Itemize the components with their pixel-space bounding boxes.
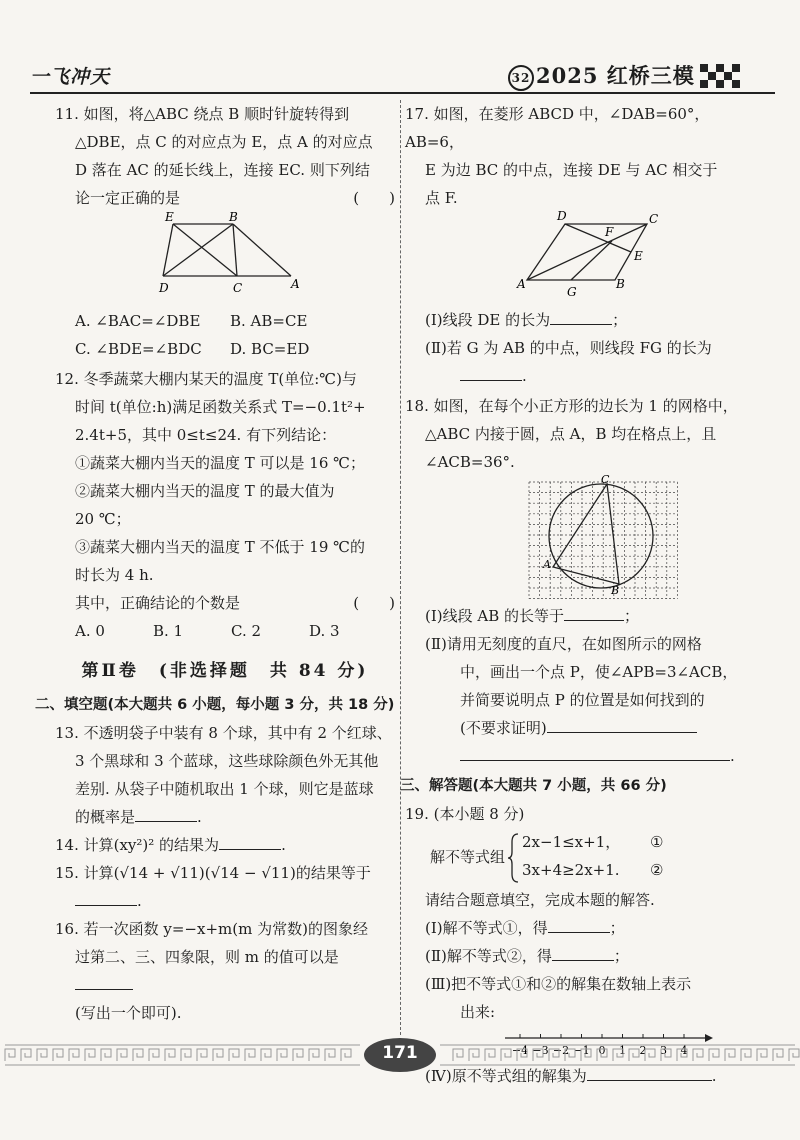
answer-blank[interactable]	[460, 362, 522, 381]
q15-line: .	[55, 887, 395, 915]
q18-sub2-line: 中，画出一个点 P，使∠APB=3∠ACB，	[460, 663, 738, 681]
q17-line: 17. 如图，在菱形 ABCD 中，∠DAB=60°，AB=6，	[405, 105, 710, 151]
q12-line: 2.4t+5，其中 0≤t≤24. 有下列结论：	[75, 426, 337, 444]
q17-line: E 为边 BC 的中点，连接 DE 与 AC 相交于	[425, 161, 718, 179]
question-16	[55, 915, 395, 1027]
inequality-2: 3x+4≥2x+1.	[522, 861, 620, 879]
label-E: E	[165, 210, 174, 224]
q12-line: 12. 冬季蔬菜大棚内某天的温度 T(单位:℃)与	[55, 370, 357, 388]
page-number: 171	[382, 1043, 418, 1063]
q17-sub2: (Ⅱ)若 G 为 AB 的中点，则线段 FG 的长为	[425, 339, 712, 357]
q19-sub2-text: (Ⅱ)解不等式②，得	[425, 947, 552, 965]
q12-line: 时间 t(单位:h)满足函数关系式 T=−0.1t²+	[75, 398, 366, 416]
q13-line: 13. 不透明袋子中装有 8 个球，其中有 2 个红球、	[55, 724, 392, 742]
q12-question	[55, 589, 395, 617]
inequality-system	[405, 828, 765, 886]
option-c[interactable]: C. ∠BDE=∠BDC	[75, 340, 202, 358]
q18-sub2-line: (Ⅱ)请用无刻度的直尺，在如图所示的网格	[425, 635, 702, 653]
series-logo-text: 一飞冲天	[30, 66, 111, 88]
q17-sub1-text: (Ⅰ)线段 DE 的长为	[425, 311, 551, 329]
label-D: D	[159, 281, 169, 295]
answer-section-heading: 三、解答题(本大题共 7 小题，共 66 分)	[400, 778, 667, 794]
left-column	[35, 100, 395, 1027]
label-A: A	[543, 558, 551, 571]
q12-item: 时长为 4 h.	[75, 566, 154, 584]
question-15	[55, 859, 395, 915]
q14-text: 14. 计算(xy²)² 的结果为	[55, 836, 220, 854]
q18-grid-figure	[405, 473, 765, 598]
q11-figure	[55, 210, 395, 301]
axis-tick-label: −1	[573, 1044, 590, 1057]
axis-tick-label: 2	[639, 1044, 647, 1057]
q18-line: 18. 如图，在每个小正方形的边长为 1 的网格中，	[405, 397, 738, 415]
column-divider	[400, 100, 401, 1035]
q13-line: 3 个黑球和 3 个蓝球，这些球除颜色外无其他	[75, 752, 379, 770]
q11-line-text: 论一定正确的是	[75, 189, 181, 207]
answer-blank[interactable]	[219, 831, 281, 850]
q18-sub2-text: (不要求证明)	[460, 719, 547, 737]
axis-tick-label: 3	[660, 1044, 667, 1057]
volume-badge: 32	[508, 65, 534, 91]
q19-sub3-line: 出来:	[460, 1003, 496, 1021]
label-B: B	[616, 277, 625, 291]
q13-line: 的概率是 .	[55, 803, 395, 831]
axis-tick-label: −3	[532, 1044, 549, 1057]
q19-sub2: (Ⅱ)解不等式②，得 ；	[405, 942, 765, 970]
label-C: C	[233, 281, 243, 295]
inequality-1: 2x−1≤x+1，	[522, 833, 621, 851]
q18-sub2-line: 并简要说明点 P 的位置是如何找到的	[460, 691, 705, 709]
q12-item: ②蔬菜大棚内当天的温度 T 的最大值为	[75, 482, 335, 500]
label-G: G	[567, 285, 577, 299]
option-b[interactable]: B. 1	[153, 622, 184, 640]
axis-tick-label: −2	[552, 1044, 570, 1057]
answer-blank[interactable]	[564, 602, 624, 621]
label-E: E	[634, 249, 643, 263]
exam-title-text: 2025 红桥三模	[536, 63, 695, 88]
label-C: C	[649, 212, 659, 226]
inequality-2-mark: ②	[650, 861, 664, 879]
q11-line: D 落在 AC 的延长线上，连接 EC. 则下列结	[75, 161, 370, 179]
answer-blank[interactable]	[547, 714, 697, 733]
answer-paren[interactable]: ( )	[353, 189, 395, 207]
q19-sub3-line: (Ⅲ)把不等式①和②的解集在数轴上表示	[425, 975, 692, 993]
label-A: A	[517, 277, 526, 291]
option-a[interactable]: A. ∠BAC=∠DBE	[75, 312, 201, 330]
label-D: D	[557, 209, 567, 223]
q11-line: △DBE，点 C 的对应点为 E，点 A 的对应点	[75, 133, 373, 151]
option-d[interactable]: D. BC=ED	[230, 340, 310, 358]
part-2-title: 第Ⅱ卷 (非选择题 共 84 分)	[81, 661, 369, 681]
question-13	[55, 719, 395, 831]
answer-paren[interactable]: ( )	[353, 594, 395, 612]
option-b[interactable]: B. AB=CE	[230, 312, 308, 330]
label-A: A	[291, 277, 300, 291]
answer-blank[interactable]	[460, 742, 730, 761]
q12-item: ③蔬菜大棚内当天的温度 T 不低于 19 ℃的	[75, 538, 365, 556]
q11-options-row1	[55, 307, 395, 335]
q11-line: 11. 如图，将△ABC 绕点 B 顺时针旋转得到	[55, 105, 350, 123]
q19-sub1: (Ⅰ)解不等式①，得 ；	[405, 914, 765, 942]
q13-line-text: 的概率是	[75, 808, 136, 826]
question-17	[405, 100, 765, 390]
q12-options	[55, 617, 395, 645]
answer-blank[interactable]	[552, 942, 614, 961]
system-label: 解不等式组	[430, 848, 506, 866]
question-11	[55, 100, 395, 363]
q17-sub2-blank-line: .	[405, 362, 765, 390]
label-B: B	[611, 584, 620, 597]
question-18	[405, 392, 765, 770]
q19-sub4: (Ⅳ)原不等式组的解集为 .	[405, 1062, 765, 1090]
q17-line: 点 F.	[425, 189, 458, 207]
q16-line: 16. 若一次函数 y=−x+m(m 为常数)的图象经	[55, 920, 368, 938]
answer-blank[interactable]	[135, 803, 197, 822]
left-brace-icon	[508, 832, 520, 884]
axis-tick-label: 4	[680, 1044, 688, 1057]
label-C: C	[601, 473, 610, 486]
header-rule	[30, 92, 775, 94]
axis-tick-label: 0	[598, 1044, 606, 1057]
checker-pattern-icon	[700, 58, 742, 88]
q18-line: ∠ACB=36°.	[425, 453, 515, 471]
answer-blank[interactable]	[75, 971, 133, 990]
q19-sub4-text: (Ⅳ)原不等式组的解集为	[425, 1067, 587, 1085]
q19-head: 19. (本小题 8 分)	[405, 805, 525, 823]
q12-item: 20 ℃；	[75, 510, 131, 528]
q18-sub2-line	[405, 714, 765, 742]
q12-question-text: 其中，正确结论的个数是	[75, 594, 241, 612]
q17-figure	[405, 209, 765, 302]
q16-line-text: 过第二、三、四象限，则 m 的值可以是	[75, 948, 339, 966]
exam-title	[508, 60, 695, 91]
option-a[interactable]: A. 0	[75, 622, 105, 640]
question-14: 14. 计算(xy²)² 的结果为 .	[55, 831, 395, 859]
label-B: B	[229, 210, 238, 224]
label-F: F	[605, 225, 614, 239]
q18-sub2-blank-line: .	[405, 742, 765, 770]
axis-tick-label: 1	[619, 1044, 626, 1057]
q16-line	[55, 943, 395, 999]
q16-line: (写出一个即可).	[75, 1004, 182, 1022]
inequality-1-mark: ①	[650, 833, 664, 851]
q11-line	[55, 184, 395, 212]
q13-line: 差别. 从袋子中随机取出 1 个球，则它是蓝球	[75, 780, 374, 798]
q18-line: △ABC 内接于圆，点 A，B 均在格点上，且	[425, 425, 717, 443]
q11-options-row2	[55, 335, 395, 363]
answer-blank[interactable]	[75, 887, 137, 906]
axis-tick-label: −4	[511, 1044, 529, 1057]
answer-blank[interactable]	[548, 914, 610, 933]
q18-sub1: (Ⅰ)线段 AB 的长等于 ；	[405, 602, 765, 630]
fill-in-section-heading: 二、填空题(本大题共 6 小题，每小题 3 分，共 18 分)	[35, 697, 395, 713]
q12-item: ①蔬菜大棚内当天的温度 T 可以是 16 ℃；	[75, 454, 365, 472]
q17-sub1: (Ⅰ)线段 DE 的长为 ；	[405, 306, 765, 334]
answer-blank[interactable]	[550, 306, 612, 325]
q18-sub1-text: (Ⅰ)线段 AB 的长等于	[425, 607, 565, 625]
q19-instruction: 请结合题意填空，完成本题的解答.	[425, 891, 655, 909]
option-d[interactable]: D. 3	[309, 622, 340, 640]
option-c[interactable]: C. 2	[231, 622, 262, 640]
question-12	[55, 365, 395, 645]
q15-line: 15. 计算(√14 + √11)(√14 − √11)的结果等于	[55, 864, 371, 882]
q19-sub1-text: (Ⅰ)解不等式①，得	[425, 919, 548, 937]
